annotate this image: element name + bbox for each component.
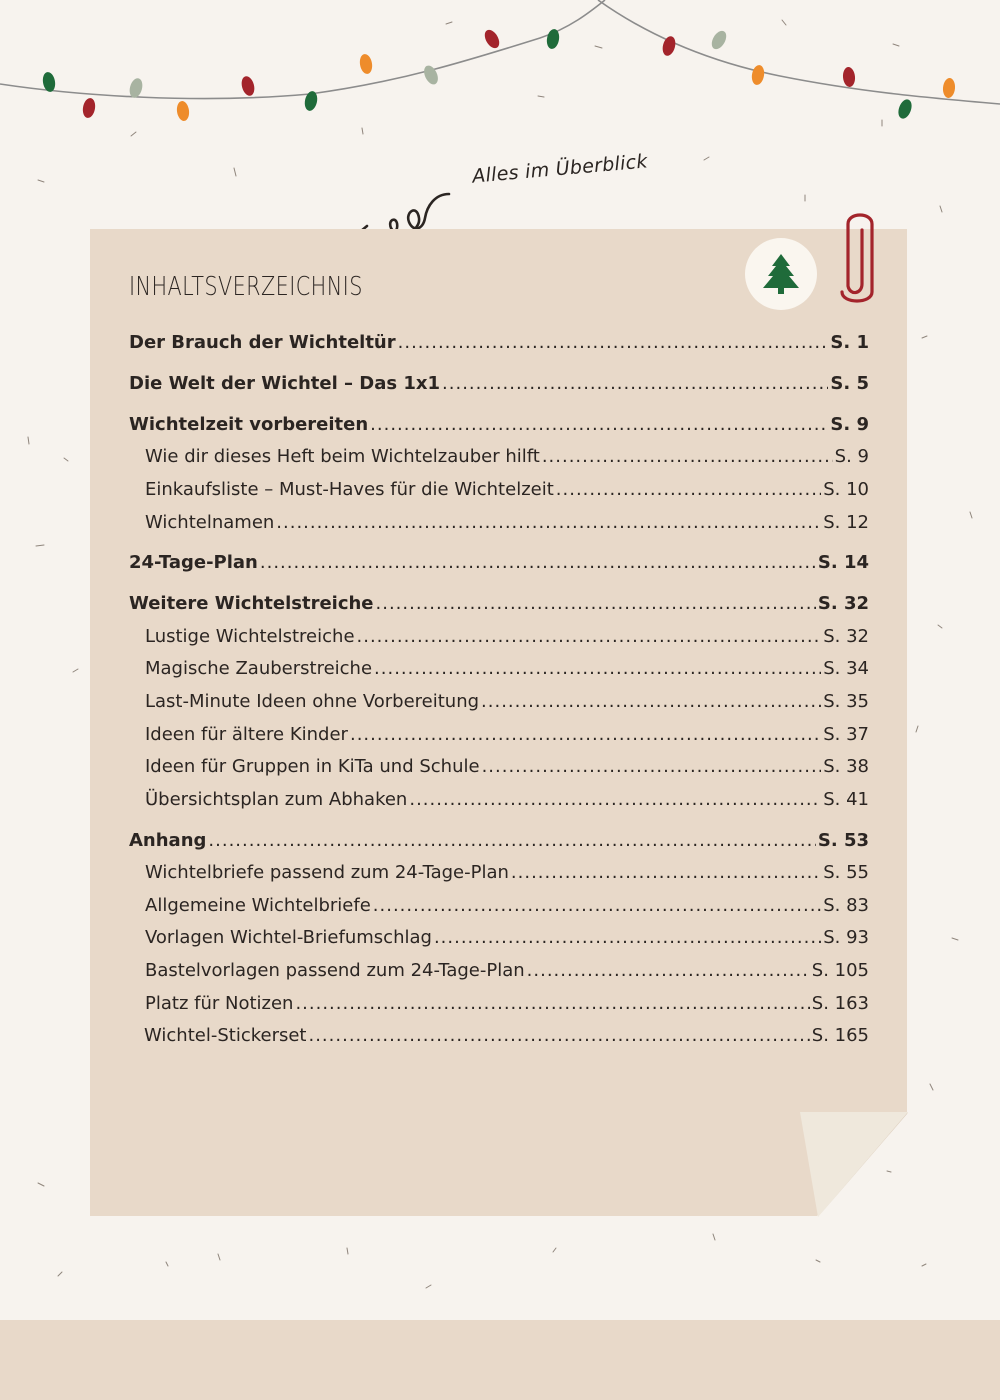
- toc-label: Der Brauch der Wichteltür: [129, 332, 396, 353]
- toc-leader-dots: [434, 923, 821, 953]
- toc-page-number: S. 32: [817, 593, 869, 614]
- toc-subentry-row: [145, 687, 869, 717]
- toc-leader-dots: [527, 956, 810, 986]
- toc-subentry-row: [145, 654, 869, 684]
- toc-leader-dots: [481, 687, 821, 717]
- toc-leader-dots: [295, 989, 809, 1019]
- toc-leader-dots: [308, 1021, 809, 1051]
- toc-subentry-row: [145, 752, 869, 782]
- toc-label: Last-Minute Ideen ohne Vorbereitung: [145, 691, 480, 712]
- toc-label: Wichtelzeit vorbereiten: [129, 414, 369, 435]
- toc-label: Vorlagen Wichtel-Briefumschlag: [145, 927, 432, 948]
- toc-label: Einkaufsliste – Must-Haves für die Wichtelzeit: [145, 479, 554, 500]
- tree-badge: [745, 238, 817, 310]
- toc-subentry-row: [145, 508, 869, 538]
- toc-label: Lustige Wichtelstreiche: [145, 626, 355, 647]
- toc-page-number: S. 163: [811, 993, 869, 1014]
- toc-label: Allgemeine Wichtelbriefe: [145, 895, 371, 916]
- toc-page-number: S. 41: [823, 789, 869, 810]
- toc-subentry-row: [145, 891, 869, 921]
- toc-leader-dots: [482, 752, 822, 782]
- toc-page-number: S. 53: [817, 830, 869, 851]
- toc-leader-dots: [442, 369, 828, 399]
- toc-label: Ideen für ältere Kinder: [145, 724, 348, 745]
- toc-leader-dots: [260, 548, 816, 578]
- toc-leader-dots: [208, 826, 815, 856]
- toc-subentry-row: [145, 475, 869, 505]
- toc-page-number: S. 37: [823, 724, 869, 745]
- toc-subentry-row: [145, 956, 869, 986]
- toc-subentry-row: [145, 923, 869, 953]
- toc-page-number: S. 9: [830, 414, 869, 435]
- toc-label: Wie dir dieses Heft beim Wichtelzauber hilft: [145, 446, 540, 467]
- toc-leader-dots: [374, 654, 821, 684]
- toc-chapter-row: [129, 548, 869, 578]
- toc-leader-dots: [376, 589, 816, 619]
- toc-page-number: S. 38: [823, 756, 869, 777]
- toc-label: Wichtel-Stickerset: [144, 1025, 307, 1046]
- toc-page-number: S. 9: [834, 446, 869, 467]
- toc-leader-dots: [373, 891, 821, 921]
- toc-page-number: S. 5: [830, 373, 869, 394]
- toc-label: Anhang: [129, 830, 207, 851]
- toc-subentry-row: [145, 622, 869, 652]
- toc-page-number: S. 1: [830, 332, 869, 353]
- toc-subentry-row: [145, 858, 869, 888]
- toc-chapter-row: [129, 369, 869, 399]
- page-curl: [800, 1112, 908, 1217]
- toc-leader-dots: [556, 475, 821, 505]
- toc-page-number: S. 55: [823, 862, 869, 883]
- toc-subentry-row: [144, 1021, 869, 1051]
- toc-page-number: S. 12: [823, 512, 869, 533]
- toc-page-number: S. 83: [823, 895, 869, 916]
- toc-page-number: S. 35: [823, 691, 869, 712]
- toc-label: Weitere Wichtelstreiche: [129, 593, 374, 614]
- toc-leader-dots: [398, 328, 829, 358]
- toc-page-number: S. 32: [823, 626, 869, 647]
- toc-label: Übersichtsplan zum Abhaken: [145, 789, 408, 810]
- toc-leader-dots: [409, 785, 821, 815]
- tree-icon: [759, 252, 803, 296]
- annotation-text: Alles im Überblick: [471, 150, 649, 188]
- toc-chapter-row: [129, 328, 869, 358]
- toc-page-number: S. 93: [823, 927, 869, 948]
- toc-page-number: S. 10: [823, 479, 869, 500]
- toc-label: Wichtelnamen: [145, 512, 275, 533]
- toc-page-number: S. 165: [811, 1025, 869, 1046]
- toc-leader-dots: [350, 720, 821, 750]
- toc-label: Magische Zauberstreiche: [145, 658, 373, 679]
- toc-label: Bastelvorlagen passend zum 24-Tage-Plan: [145, 960, 525, 981]
- toc-label: Platz für Notizen: [145, 993, 294, 1014]
- toc-leader-dots: [542, 442, 833, 472]
- toc-subentry-row: [145, 989, 869, 1019]
- toc-chapter-row: [129, 826, 869, 856]
- toc-label: Wichtelbriefe passend zum 24-Tage-Plan: [145, 862, 509, 883]
- page-title: INHALTSVERZEICHNIS: [129, 272, 363, 302]
- toc-label: Ideen für Gruppen in KiTa und Schule: [145, 756, 480, 777]
- paperclip-icon: [836, 208, 880, 304]
- toc-subentry-row: [145, 720, 869, 750]
- toc-leader-dots: [357, 622, 822, 652]
- toc-leader-dots: [276, 508, 821, 538]
- toc-page-number: S. 105: [811, 960, 869, 981]
- toc-label: Die Welt der Wichtel – Das 1x1: [129, 373, 441, 394]
- bottom-band: [0, 1320, 1000, 1400]
- toc-subentry-row: [145, 442, 869, 472]
- toc-leader-dots: [511, 858, 821, 888]
- toc-page-number: S. 14: [817, 552, 869, 573]
- string-lights: [0, 0, 1000, 140]
- toc-subentry-row: [145, 785, 869, 815]
- toc-label: 24-Tage-Plan: [129, 552, 258, 573]
- light-bulbs: [41, 27, 955, 121]
- toc-chapter-row: [129, 410, 869, 440]
- toc-page-number: S. 34: [823, 658, 869, 679]
- toc-chapter-row: [129, 589, 869, 619]
- toc-leader-dots: [370, 410, 828, 440]
